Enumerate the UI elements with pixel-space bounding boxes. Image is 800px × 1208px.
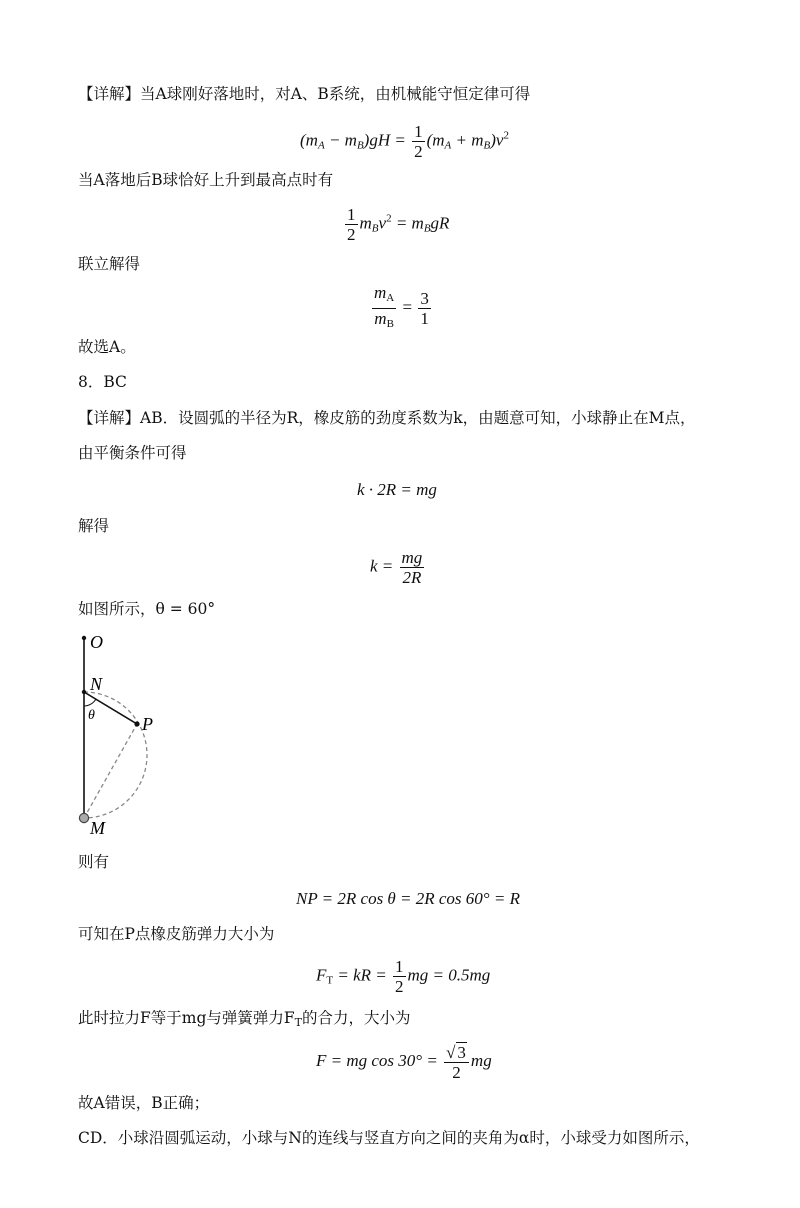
dashed-chord	[84, 724, 137, 818]
ball-m	[79, 813, 88, 822]
label-n: N	[90, 674, 103, 694]
label-theta: θ	[88, 708, 95, 723]
point-p	[134, 721, 139, 726]
equation-tension: $F_T$ = kR = $\frac{1}{2}$ mg = 0.5mg	[316, 957, 491, 996]
text-line-12: 此时拉力F等于mg与弹簧弹力$F_T$的合力，大小为	[78, 1009, 411, 1029]
text-line-10: 则有	[78, 853, 110, 871]
text-line-3: 联立解得	[78, 255, 141, 273]
equation-k: k = $\frac{mg}{2R}$	[370, 548, 423, 587]
text-line-5: 8．BC	[78, 373, 127, 391]
equation-balance: k · 2R = mg	[357, 480, 437, 499]
label-m: M	[90, 818, 105, 838]
label-p: P	[142, 714, 153, 734]
equation-force: F = mg cos 30° = $\frac{√ 3}{2}$ mg	[316, 1043, 492, 1082]
circle-diagram	[70, 628, 180, 838]
text-line-9: 如图所示，θ = 60°	[78, 600, 216, 618]
text-line-1: 【详解】当A球刚好落地时，对A、B系统，由机械能守恒定律可得	[78, 85, 531, 103]
text-line-6: 【详解】AB．设圆弧的半径为R，橡皮筋的劲度系数为k，由题意可知，小球静止在M点，	[78, 409, 696, 427]
text-line-8: 解得	[78, 517, 110, 535]
text-line-2: 当A落地后B球恰好上升到最高点时有	[78, 171, 334, 189]
text-line-11: 可知在P点橡皮筋弹力大小为	[78, 925, 275, 943]
text-line-7: 由平衡条件可得	[78, 444, 187, 462]
text-line-14: CD．小球沿圆弧运动，小球与N的连线与竖直方向之间的夹角为α时，小球受力如图所示，	[78, 1129, 700, 1147]
equation-energy-conservation: $(m_A - m_B)gH$ = $\frac{1}{2}$ $(m_A + m_B)v^2$	[300, 122, 509, 161]
point-n	[82, 690, 86, 694]
equation-np: NP = 2R cos θ = 2R cos 60° = R	[296, 889, 520, 908]
angle-arc	[84, 699, 96, 706]
point-o	[82, 636, 86, 640]
equation-b-height: $\frac{1}{2}$ $m_Bv^2 = m_BgR$	[347, 205, 450, 244]
equation-mass-ratio: $\frac{m_A}{m_B}$ = $\frac{3}{1}$	[374, 283, 429, 330]
text-line-13: 故A错误，B正确；	[78, 1094, 210, 1112]
label-o: O	[90, 632, 103, 652]
text-line-4: 故选A。	[78, 338, 136, 356]
